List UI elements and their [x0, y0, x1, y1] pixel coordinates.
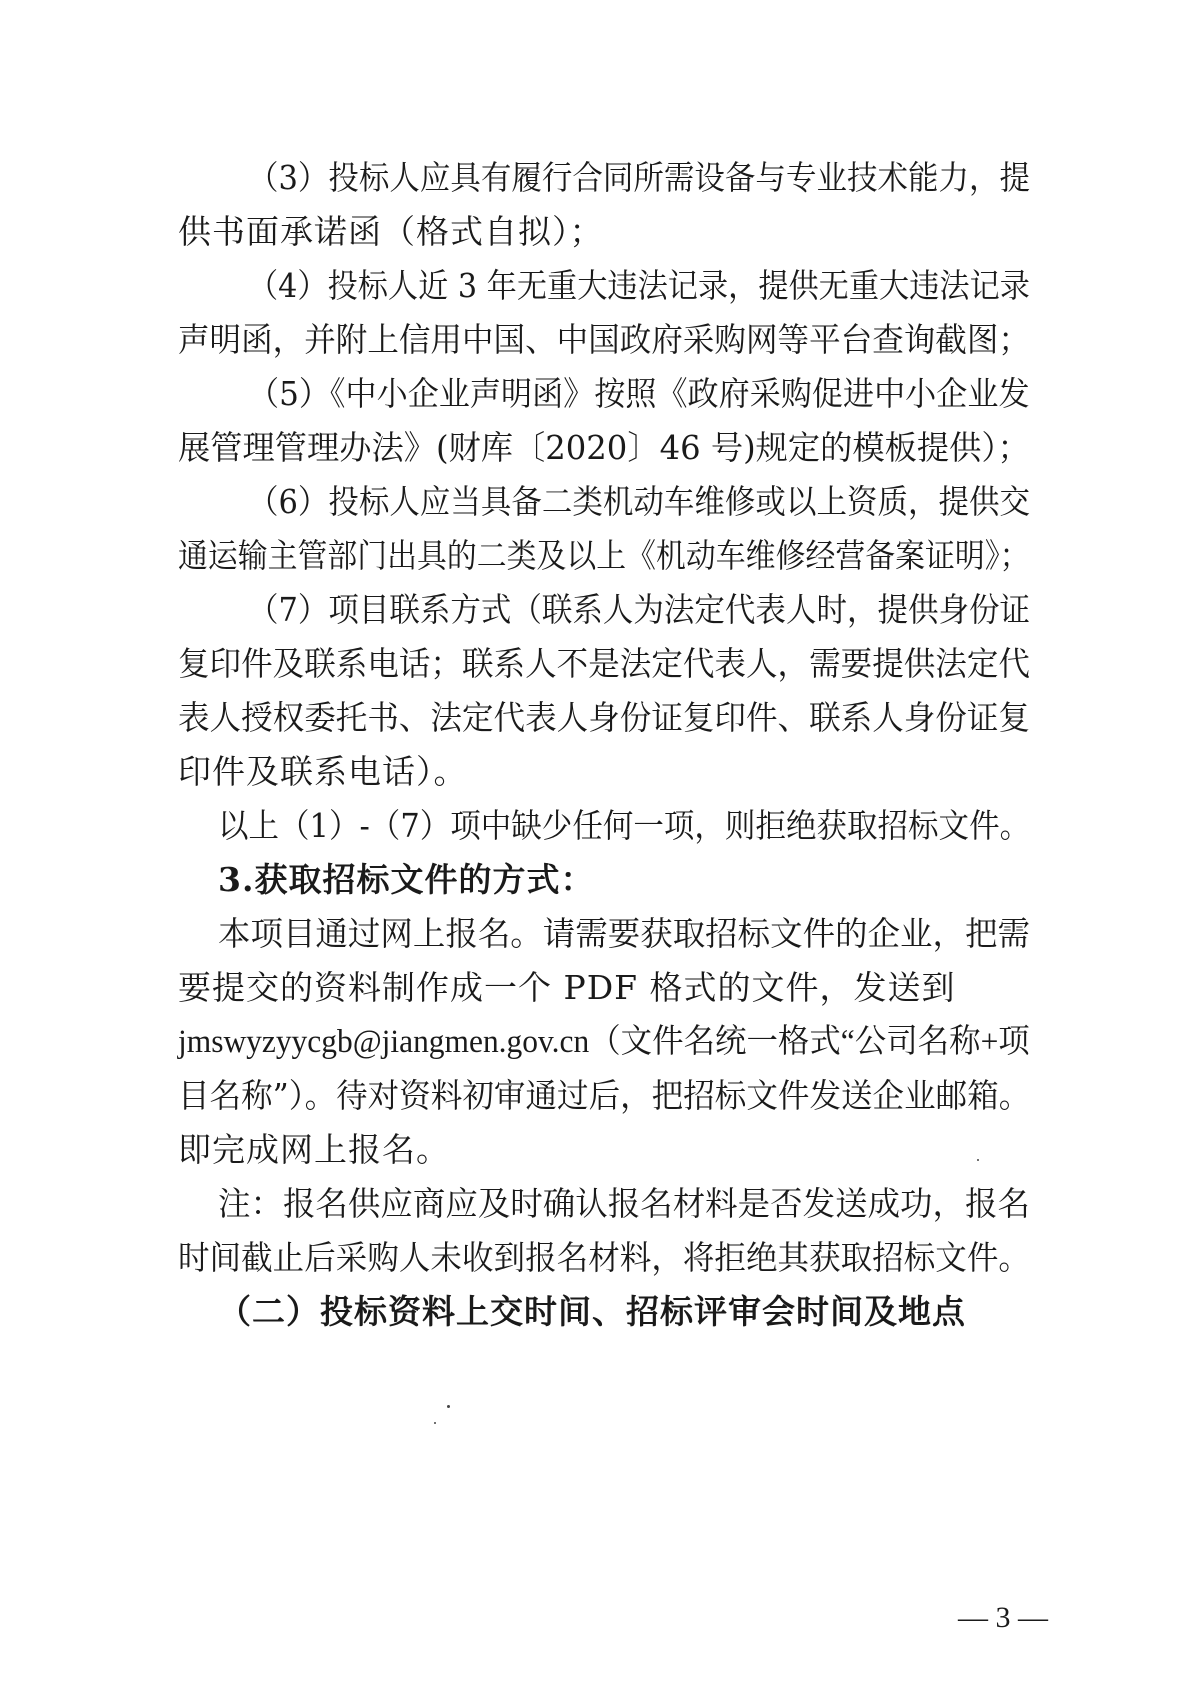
section-heading: 3.获取招标文件的方式：	[218, 860, 595, 899]
scan-speck	[977, 1159, 979, 1161]
paragraph-line: 表人授权委托书、法定代表人身份证复印件、联系人身份证复	[178, 698, 1030, 737]
paragraph-line: （7）项目联系方式（联系人为法定代表人时，提供身份证	[248, 590, 1030, 629]
paragraph-line: 目名称”）。待对资料初审通过后，把招标文件发送企业邮箱。	[178, 1076, 1031, 1115]
page-number: — 3 —	[958, 1601, 1048, 1634]
paragraph-line: 注：报名供应商应及时确认报名材料是否发送成功，报名	[218, 1184, 1030, 1223]
paragraph-line: jmswyzyycgb@jiangmen.gov.cn（文件名统一格式“公司名称+项	[178, 1024, 1030, 1060]
paragraph-line: 通运输主管部门出具的二类及以上《机动车维修经营备案证明》；	[178, 536, 1030, 575]
paragraph-line: 本项目通过网上报名。请需要获取招标文件的企业，把需	[218, 914, 1030, 953]
paragraph-line: （6）投标人应当具备二类机动车维修或以上资质，提供交	[248, 482, 1030, 521]
paragraph-line: 要提交的资料制作成一个 PDF 格式的文件，发送到	[178, 968, 956, 1007]
scan-speck	[434, 1422, 436, 1424]
paragraph-line: （4）投标人近 3 年无重大违法记录，提供无重大违法记录	[248, 266, 1030, 305]
paragraph-line: 声明函，并附上信用中国、中国政府采购网等平台查询截图；	[178, 320, 1030, 359]
paragraph-line: 以上（1）-（7）项中缺少任何一项，则拒绝获取招标文件。	[218, 806, 1031, 845]
paragraph-line: 复印件及联系电话；联系人不是法定代表人，需要提供法定代	[178, 644, 1030, 683]
paragraph-line: 展管理管理办法》(财库〔2020〕46 号)规定的模板提供）；	[178, 428, 1030, 467]
paragraph-line: （5）《中小企业声明函》按照《政府采购促进中小企业发	[248, 374, 1030, 413]
scan-speck	[447, 1405, 450, 1408]
paragraph-line: 印件及联系电话）。	[178, 752, 468, 791]
paragraph-line: 时间截止后采购人未收到报名材料，将拒绝其获取招标文件。	[178, 1238, 1030, 1277]
paragraph-line: 即完成网上报名。	[178, 1130, 450, 1169]
paragraph-line: 供书面承诺函（格式自拟）；	[178, 212, 604, 251]
paragraph-line: （3）投标人应具有履行合同所需设备与专业技术能力，提	[248, 158, 1030, 197]
section-heading: （二）投标资料上交时间、招标评审会时间及地点	[218, 1292, 966, 1331]
